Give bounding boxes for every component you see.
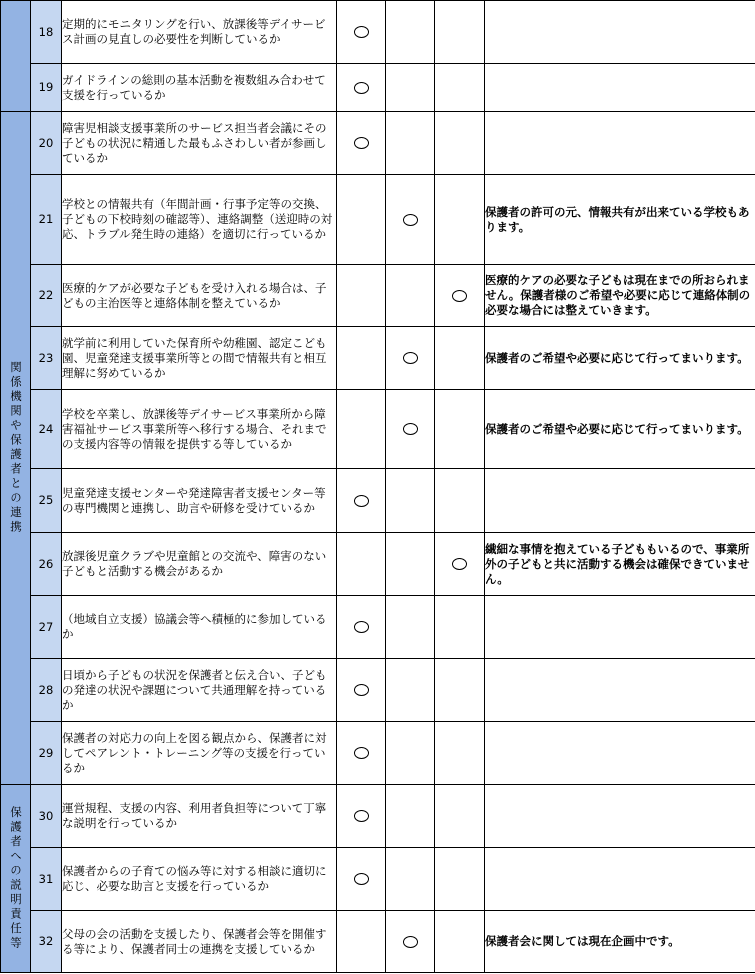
comment-cell [485, 112, 755, 175]
comment-cell [485, 848, 755, 911]
mark-cell-2 [386, 1, 435, 64]
item-number: 19 [31, 64, 62, 112]
item-text: 放課後児童クラブや児童館との交流や、障害のない子どもと活動する機会があるか [62, 533, 337, 596]
mark-cell-1 [337, 785, 386, 848]
mark-cell-2 [386, 722, 435, 785]
circle-mark-icon [403, 936, 418, 948]
comment-cell: 保護者のご希望や必要に応じて行ってまいります。 [485, 327, 755, 390]
item-text: 障害児相談支援事業所のサービス担当者会議にその子どもの状況に精通した最もふさわしい者が参画しているか [62, 112, 337, 175]
circle-mark-icon [403, 423, 418, 435]
comment-cell [485, 722, 755, 785]
item-number: 30 [31, 785, 62, 848]
mark-cell-3 [435, 785, 485, 848]
mark-cell-1 [337, 64, 386, 112]
mark-cell-1 [337, 469, 386, 533]
table-row [1, 533, 755, 596]
table-row [1, 390, 755, 469]
item-text: 保護者の対応力の向上を図る観点から、保護者に対してペアレント・トレーニング等の支援を行っているか [62, 722, 337, 785]
item-number: 27 [31, 596, 62, 659]
item-text: 日頃から子どもの状況を保護者と伝え合い、子どもの発達の状況や課題について共通理解を持っているか [62, 659, 337, 722]
mark-cell-1 [337, 911, 386, 973]
table-row [1, 911, 755, 973]
table-row [1, 265, 755, 327]
item-number: 26 [31, 533, 62, 596]
mark-cell-1 [337, 175, 386, 265]
item-text: （地域自立支援）協議会等へ積極的に参加しているか [62, 596, 337, 659]
comment-cell: 繊細な事情を抱えている子どももいるので、事業所外の子どもと共に活動する機会は確保できていません。 [485, 533, 755, 596]
item-number: 24 [31, 390, 62, 469]
comment-cell [485, 785, 755, 848]
mark-cell-1 [337, 848, 386, 911]
circle-mark-icon [452, 558, 467, 570]
item-text: 学校を卒業し、放課後等デイサービス事業所から障害福祉サービス事業所等へ移行する場合、それまでの支援内容等の情報を提供する等しているか [62, 390, 337, 469]
mark-cell-2 [386, 596, 435, 659]
item-text: 保護者からの子育ての悩み等に対する相談に適切に応じ、必要な助言と支援を行っているか [62, 848, 337, 911]
mark-cell-2 [386, 64, 435, 112]
mark-cell-2 [386, 785, 435, 848]
comment-cell: 保護者のご希望や必要に応じて行ってまいります。 [485, 390, 755, 469]
circle-mark-icon [354, 810, 369, 822]
table-row [1, 469, 755, 533]
circle-mark-icon [354, 495, 369, 507]
item-number: 23 [31, 327, 62, 390]
item-number: 29 [31, 722, 62, 785]
mark-cell-3 [435, 722, 485, 785]
comment-cell [485, 64, 755, 112]
item-text: 就学前に利用していた保育所や幼稚園、認定こども園、児童発達支援事業所等との間で情報共有と相互理解に努めているか [62, 327, 337, 390]
circle-mark-icon [452, 290, 467, 302]
table-row [1, 112, 755, 175]
circle-mark-icon [354, 82, 369, 94]
comment-cell: 保護者会に関しては現在企画中です。 [485, 911, 755, 973]
mark-cell-2 [386, 659, 435, 722]
comment-cell: 医療的ケアの必要な子どもは現在までの所おられません。保護者様のご希望や必要に応じて連絡体制の必要な場合には整えていきます。 [485, 265, 755, 327]
mark-cell-3 [435, 659, 485, 722]
mark-cell-3 [435, 265, 485, 327]
mark-cell-2 [386, 175, 435, 265]
circle-mark-icon [403, 352, 418, 364]
item-number: 31 [31, 848, 62, 911]
comment-cell [485, 469, 755, 533]
mark-cell-3 [435, 390, 485, 469]
circle-mark-icon [354, 621, 369, 633]
comment-cell [485, 1, 755, 64]
item-text: ガイドラインの総則の基本活動を複数組み合わせて支援を行っているか [62, 64, 337, 112]
table-row [1, 848, 755, 911]
mark-cell-1 [337, 390, 386, 469]
category-cell: 関係機関や保護者との連携 [1, 112, 31, 785]
mark-cell-2 [386, 911, 435, 973]
mark-cell-3 [435, 112, 485, 175]
mark-cell-1 [337, 596, 386, 659]
mark-cell-1 [337, 533, 386, 596]
mark-cell-3 [435, 533, 485, 596]
item-number: 32 [31, 911, 62, 973]
mark-cell-1 [337, 112, 386, 175]
mark-cell-1 [337, 327, 386, 390]
item-number: 21 [31, 175, 62, 265]
item-text: 父母の会の活動を支援したり、保護者会等を開催する等により、保護者同士の連携を支援しているか [62, 911, 337, 973]
circle-mark-icon [354, 137, 369, 149]
mark-cell-2 [386, 112, 435, 175]
circle-mark-icon [354, 684, 369, 696]
mark-cell-2 [386, 848, 435, 911]
mark-cell-2 [386, 469, 435, 533]
mark-cell-2 [386, 533, 435, 596]
mark-cell-1 [337, 659, 386, 722]
comment-cell [485, 596, 755, 659]
table-row [1, 596, 755, 659]
table-row [1, 64, 755, 112]
category-cell: 保護者への説明責任等 [1, 785, 31, 973]
mark-cell-2 [386, 390, 435, 469]
item-text: 学校との情報共有（年間計画・行事予定等の交換、子どもの下校時刻の確認等）、連絡調整（送迎時の対応、トラブル発生時の連絡）を適切に行っているか [62, 175, 337, 265]
mark-cell-3 [435, 64, 485, 112]
mark-cell-3 [435, 469, 485, 533]
mark-cell-3 [435, 911, 485, 973]
item-text: 児童発達支援センターや発達障害者支援センター等の専門機関と連携し、助言や研修を受けているか [62, 469, 337, 533]
mark-cell-3 [435, 596, 485, 659]
circle-mark-icon [354, 26, 369, 38]
item-number: 25 [31, 469, 62, 533]
item-number: 20 [31, 112, 62, 175]
mark-cell-3 [435, 848, 485, 911]
table-row [1, 175, 755, 265]
mark-cell-2 [386, 327, 435, 390]
mark-cell-3 [435, 175, 485, 265]
circle-mark-icon [403, 214, 418, 226]
item-number: 28 [31, 659, 62, 722]
table-row [1, 722, 755, 785]
table-row [1, 1, 755, 64]
table-row [1, 327, 755, 390]
mark-cell-3 [435, 1, 485, 64]
circle-mark-icon [354, 747, 369, 759]
item-number: 22 [31, 265, 62, 327]
comment-cell: 保護者の許可の元、情報共有が出来ている学校もあります。 [485, 175, 755, 265]
mark-cell-1 [337, 1, 386, 64]
table-row [1, 785, 755, 848]
item-text: 定期的にモニタリングを行い、放課後等デイサービス計画の見直しの必要性を判断しているか [62, 1, 337, 64]
table-row [1, 659, 755, 722]
mark-cell-3 [435, 327, 485, 390]
comment-cell [485, 659, 755, 722]
category-cell [1, 1, 31, 112]
mark-cell-2 [386, 265, 435, 327]
circle-mark-icon [354, 873, 369, 885]
mark-cell-1 [337, 265, 386, 327]
item-number: 18 [31, 1, 62, 64]
item-text: 医療的ケアが必要な子どもを受け入れる場合は、子どもの主治医等と連絡体制を整えているか [62, 265, 337, 327]
item-text: 運営規程、支援の内容、利用者負担等について丁寧な説明を行っているか [62, 785, 337, 848]
mark-cell-1 [337, 722, 386, 785]
